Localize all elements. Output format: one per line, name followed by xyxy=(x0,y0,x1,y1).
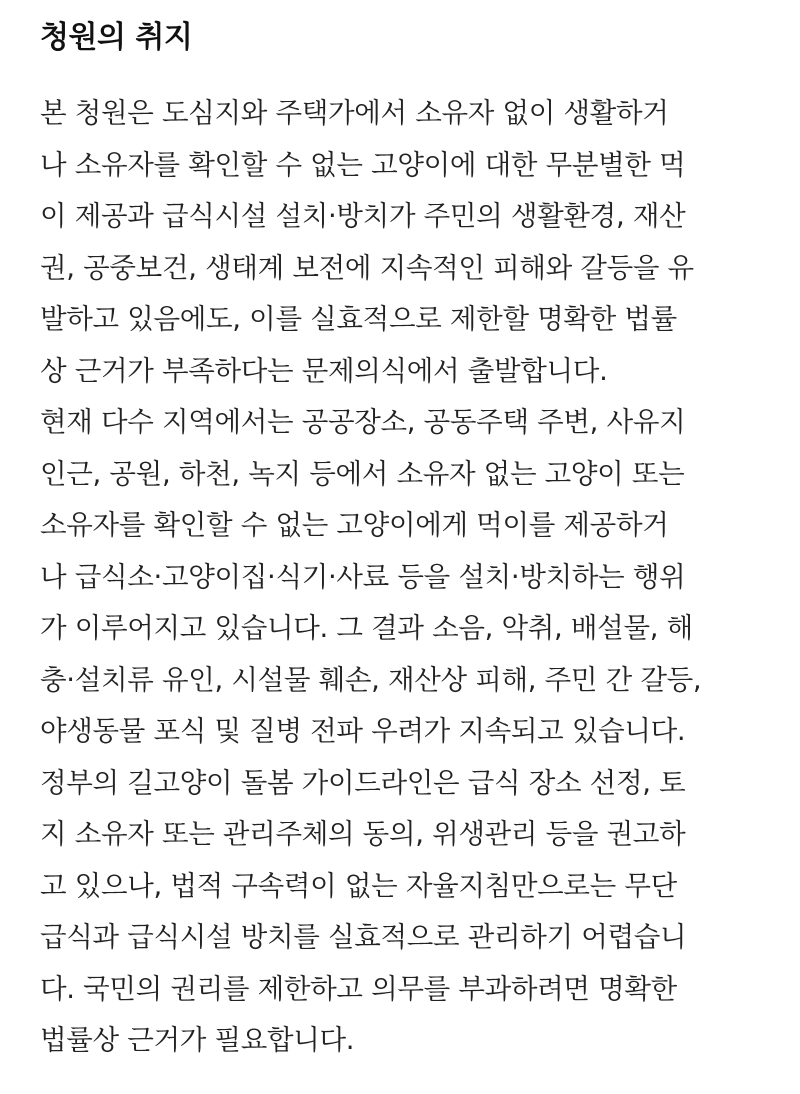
body-line: 이 제공과 급식시설 설치·방치가 주민의 생활환경, 재산 xyxy=(40,200,686,232)
body-line: 지 소유자 또는 관리주체의 동의, 위생관리 등을 권고하 xyxy=(40,818,686,850)
body-line: 다. 국민의 권리를 제한하고 의무를 부과하려면 명확한 xyxy=(40,972,677,1005)
body-line: 발하고 있음에도, 이를 실효적으로 제한할 명확한 법률 xyxy=(40,303,677,335)
body-line: 가 이루어지고 있습니다. 그 결과 소음, 악취, 배설물, 해 xyxy=(40,612,693,644)
body-line: 소유자를 확인할 수 없는 고양이에게 먹이를 제공하거 xyxy=(40,509,669,541)
body-line: 본 청원은 도심지와 주택가에서 소유자 없이 생활하거 xyxy=(40,97,669,129)
body-line: 상 근거가 부족하다는 문제의식에서 출발합니다. xyxy=(40,354,608,387)
body-line: 현재 다수 지역에서는 공공장소, 공동주택 주변, 사유지 xyxy=(40,406,686,438)
petition-body xyxy=(40,88,760,1067)
body-line: 나 소유자를 확인할 수 없는 고양이에 대한 무분별한 먹 xyxy=(40,148,686,181)
body-line: 인근, 공원, 하천, 녹지 등에서 소유자 없는 고양이 또는 xyxy=(40,457,685,490)
body-line: 충·설치류 유인, 시설물 훼손, 재산상 피해, 주민 간 갈등, xyxy=(40,663,702,696)
body-line: 야생동물 포식 및 질병 전파 우려가 지속되고 있습니다. xyxy=(40,715,686,747)
body-line: 급식과 급식시설 방치를 실효적으로 관리하기 어렵습니 xyxy=(40,921,687,953)
body-line: 고 있으나, 법적 구속력이 없는 자율지침만으로는 무단 xyxy=(40,869,677,902)
body-line: 법률상 근거가 필요합니다. xyxy=(40,1024,355,1056)
body-line: 정부의 길고양이 돌봄 가이드라인은 급식 장소 선정, 토 xyxy=(40,766,686,799)
body-line: 권, 공중보건, 생태계 보전에 지속적인 피해와 갈등을 유 xyxy=(40,251,694,284)
body-line: 나 급식소·고양이집·식기·사료 등을 설치·방치하는 행위 xyxy=(40,560,686,593)
section-title: 청원의 취지 xyxy=(40,20,193,55)
